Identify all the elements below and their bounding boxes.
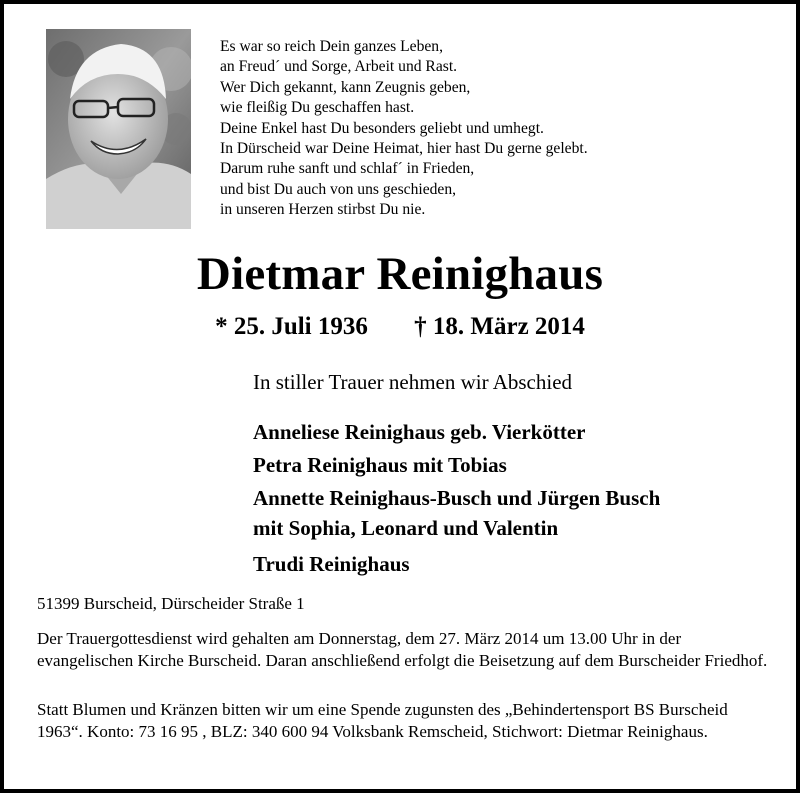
donation-notice: Statt Blumen und Kränzen bitten wir um eine Spende zugunsten des „Behindertensport BS Burscheid 1963“. Konto: 73 16 95 , BLZ: 340 600 94 Volksbank Remscheid, Stichwort: Dietmar Reinighaus. [37, 700, 728, 741]
poem [220, 37, 588, 221]
mourner-entry: Annette Reinighaus-Busch und Jürgen Busch [253, 486, 661, 510]
poem-line: Es war so reich Dein ganzes Leben, [220, 38, 443, 55]
life-dates [4, 310, 796, 344]
birth-date: * 25. Juli 1936 [215, 313, 368, 340]
portrait-photo-icon [46, 29, 191, 229]
poem-line: an Freud´ und Sorge, Arbeit und Rast. [220, 58, 458, 76]
poem-line: und bist Du auch von uns geschieden, [220, 180, 457, 198]
poem-line: Darum ruhe sanft und schlaf´ in Frieden, [220, 160, 475, 178]
deceased-name: Dietmar Reinighaus [196, 248, 604, 300]
poem-line: wie fleißig Du geschaffen hast. [220, 99, 415, 117]
poem-line: in unseren Herzen stirbst Du nie. [220, 201, 426, 219]
poem-line: Deine Enkel hast Du besonders geliebt und umhegt. [220, 119, 544, 137]
mourner-entry: Petra Reinighaus mit Tobias [253, 453, 507, 477]
poem-line: Wer Dich gekannt, kann Zeugnis geben, [220, 78, 471, 96]
mourner-entry: Trudi Reinighaus [253, 552, 410, 576]
mourners-list [253, 417, 660, 579]
farewell-line: In stiller Trauer nehmen wir Abschied [253, 370, 573, 394]
mourner-entry: Anneliese Reinighaus geb. Vierkötter [253, 420, 586, 444]
mourner-entry: mit Sophia, Leonard und Valentin [253, 516, 559, 540]
service-notice: Der Trauergottesdienst wird gehalten am Donnerstag, dem 27. März 2014 um 13.00 Uhr in der evangelischen Kirche Burscheid. Daran anschließend erfolgt die Beisetzung auf dem Burscheider Friedhof. [37, 629, 768, 670]
portrait-photo [46, 29, 191, 229]
poem-line: In Dürscheid war Deine Heimat, hier hast Du gerne gelebt. [220, 140, 588, 158]
family-address: 51399 Burscheid, Dürscheider Straße 1 [37, 594, 305, 613]
death-date: † 18. März 2014 [414, 313, 585, 340]
